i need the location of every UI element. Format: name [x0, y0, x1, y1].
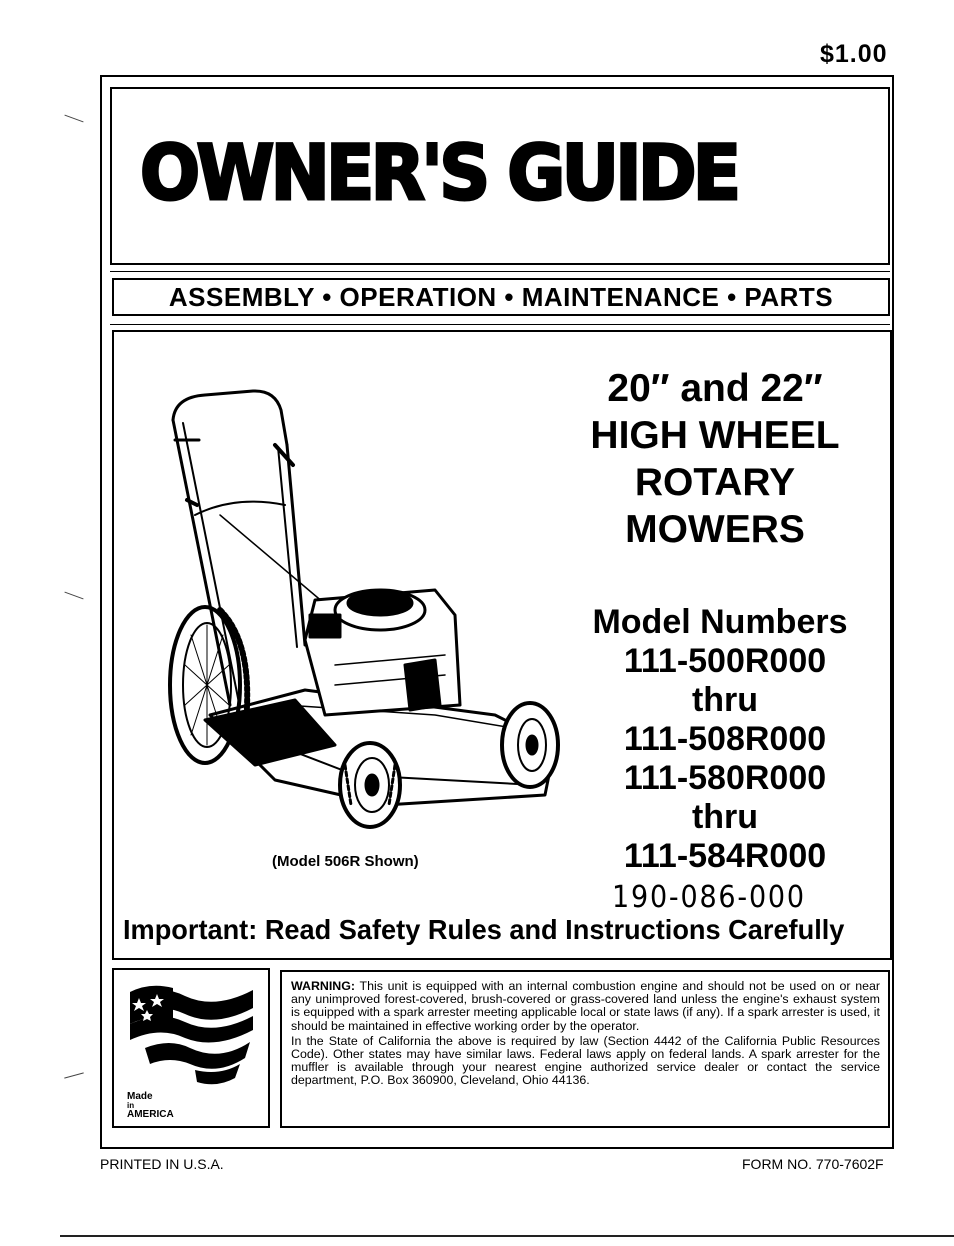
handwritten-part-number: 190-086-000 [612, 880, 806, 915]
model-numbers-label: Model Numbers [592, 603, 848, 641]
heading-rotary: ROTARY [634, 461, 796, 504]
model-number: 111-508R000 [623, 720, 827, 758]
lawn-mower-illustration [135, 385, 585, 840]
model-number: 111-500R000 [623, 642, 827, 680]
bottom-rule [60, 1235, 954, 1237]
model-thru: thru [691, 681, 759, 719]
heading-size: 20″ and 22″ [607, 367, 823, 410]
warning-paragraph-1 [291, 980, 880, 1033]
warning-paragraph-2: In the State of California the above is required by law (Section 4442 of the California Public Resources Code). Other states may have similar laws. Federal laws apply on federal lands. A spark arrester for the muffler is available through your nearest engine authorized service dealer or contact the service department, P.O. Box 360900, Cleveland, Ohio 44136. [291, 1033, 880, 1088]
form-number: FORM NO. 770-7602F [742, 1156, 884, 1172]
model-thru: thru [691, 798, 759, 836]
model-number: 111-584R000 [623, 837, 827, 875]
image-caption: (Model 506R Shown) [272, 853, 419, 870]
margin-mark [64, 1072, 84, 1078]
divider [110, 324, 890, 325]
important-notice: Important: Read Safety Rules and Instructions Carefully [123, 914, 845, 945]
made-text: Made [127, 1091, 153, 1102]
america-text: AMERICA [127, 1109, 174, 1120]
price-label: $1.00 [820, 40, 888, 68]
warning-label: WARNING: [291, 979, 356, 993]
heading-type: HIGH WHEEL [590, 414, 840, 457]
american-flag-icon [125, 978, 260, 1088]
made-in-america-text [127, 1092, 174, 1120]
page-title: OWNER'S GUIDE [140, 128, 738, 217]
printed-in-label: PRINTED IN U.S.A. [100, 1156, 224, 1172]
warning-box [280, 970, 890, 1128]
divider [110, 271, 890, 272]
model-numbers [560, 603, 890, 876]
warning-text-1: This unit is equipped with an internal combustion engine and should not be used on or near any unimproved forest-covered, brush-covered or grass-covered land unless the engine's exhaust system is equipped with a spark arrester meeting applicable local or state laws (if any). If a spark arrester is used, it should be maintained in effective working order by the operator. [291, 979, 881, 1033]
product-heading [540, 365, 890, 553]
model-number: 111-580R000 [623, 759, 827, 797]
margin-mark [64, 115, 83, 123]
subtitle-box [112, 278, 890, 316]
subtitle: ASSEMBLY • OPERATION • MAINTENANCE • PARTS [168, 281, 834, 312]
in-text: in [127, 1101, 135, 1110]
heading-mowers: MOWERS [625, 508, 805, 551]
margin-mark [64, 592, 83, 600]
